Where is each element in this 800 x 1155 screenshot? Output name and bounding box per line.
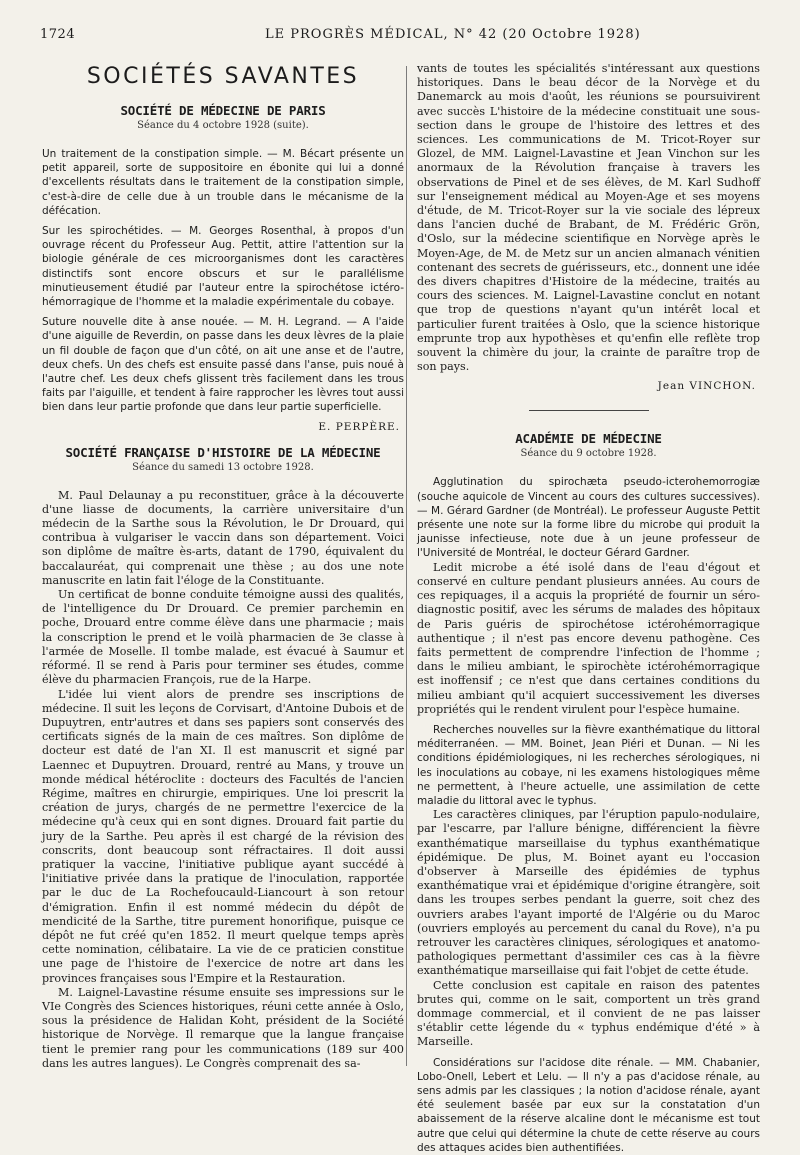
section-subtitle: Séance du samedi 13 octobre 1928. <box>132 461 314 473</box>
section-title-societe-medecine-paris: SOCIÉTÉ DE MÉDECINE DE PARIS <box>120 103 326 118</box>
main-title: SOCIÉTÉS SAVANTES <box>86 64 360 89</box>
paragraph: Ledit microbe a été isolé dans de l'eau d'égout et conservé en culture pendant plusieurs années. Au cours de ces repiquages, il a acquis la propriété de fournir un séro-diagnostic positif, avec les sérums de malades des hôpitaux de Paris guéris de spirochétose ictérohémorragique authentique ; il n'est pas encore devenu pathogène. Ces faits permettent de comprendre l'infection de l'homme ; dans le milieu ambiant, le spirochète ictérohémorragique est inoffensif ; ce n'est que dans certaines conditions du milieu ambiant qu'il acquiert successivement les diverses propriétés qui le rendent virulent pour l'espèce humaine. <box>417 560 760 716</box>
section-title-academie-medecine: ACADÉMIE DE MÉDECINE <box>515 431 662 447</box>
paragraph: Agglutination du spirochæta pseudo-icterohemorrogiæ (souche aquicole de Vincent au cours des cultures successives). — M. Gérard Gardner (de Montréal). Le professeur Auguste Pettit présente une note sur la forme libre du microbe qui produit la jaunisse infectieuse, note due à un jeune professeur de l'Université de Montréal, le docteur Gérard Gardner. <box>417 476 760 560</box>
paragraph: Sur les spirochétides. — M. Georges Rosenthal, à propos d'un ouvrage récent du Professeur Aug. Pettit, attire l'attention sur la biologie générale de ces microorganismes dont les caractères distinctifs sont encore obscurs et sur le parallélisme minutieusement étudié par l'auteur entre la spirochétose ictéro-hémorragique de l'homme et la maladie expérimentale du cobaye. <box>42 225 404 309</box>
paragraph: M. Laignel-Lavastine résume ensuite ses impressions sur le VIe Congrès des Sciences historiques, réuni cette année à Oslo, sous la présidence de Halidan Koht, président de la Société historique de Norvège. Il remarque que la langue française tient le premier rang pour les communications (189 sur 400 dans les autres langues). Le Congrès comprenait des sa- <box>42 985 404 1070</box>
section-title-histoire-medecine: SOCIÉTÉ FRANÇAISE D'HISTOIRE DE LA MÉDECINE <box>65 444 381 460</box>
paragraph: vants de toutes les spécialités s'intéressant aux questions historiques. Dans le beau décor de la Norvège et du Danemarck au mois d'août, les réunions se poursuivirent avec succès L'histoire de la médecine constituait une sous-section dans le groupe de l'histoire des lettres et des sciences. Les communications de M. Tricot-Royer sur Glozel, de MM. Laignel-Lavastine et Jean Vinchon sur les anormaux de la Révolution française à travers les observations de Pinel et de ses élèves, de M. Karl Sudhoff sur l'enseignement médical au Moyen-Age et ses moyens d'étude, de M. Tricot-Royer sur la vie sociale des lépreux dans l'ancien duché de Brabant, de M. Frédéric Grön, d'Oslo, sur la médecine scientifique en Norvège après le Moyen-Age, de M. de Metz sur un ancien almanach vénitien contenant des secrets de guérisseurs, etc., donnent une idée des divers chapitres d'Histoire de la médecine, traités au cours des sciences. M. Laignel-Lavastine conclut en notant que trop de questions n'ayant qu'un intérêt local et particulier furent traitées à Oslo, que la science historique emprunte trop aux hypothèses et qu'enfin elle reflète trop souvent la chimère du jour, la crainte de paraître trop de son pays. <box>417 62 760 374</box>
column-divider <box>406 66 407 1066</box>
paragraph: Cette conclusion est capitale en raison des patentes brutes qui, comme on le sait, comportent un très grand dommage commercial, et il convient de ne pas laisser s'établir cette légende du « typhus endémique d'été » à Marseille. <box>417 978 760 1049</box>
paragraph: Suture nouvelle dite à anse nouée. — M. H. Legrand. — A l'aide d'une aiguille de Reverdin, on passe dans les deux lèvres de la plaie un fil double de façon que d'un côté, on ait une anse et de l'autre, deux chefs. Un des chefs est ensuite passé dans l'anse, puis noué à l'autre chef. Les deux chefs glissent très facilement dans les trous faits par l'aiguille, et tendent à faire rapprocher les lèvres tout aussi bien dans leur partie profonde que dans leur partie superficielle. <box>42 316 404 414</box>
running-head: LE PROGRÈS MÉDICAL, N° 42 (20 Octobre 1928) <box>265 27 641 42</box>
right-column <box>417 62 760 1155</box>
paragraph: L'idée lui vient alors de prendre ses inscriptions de médecine. Il suit les leçons de Corvisart, d'Antoine Dubois et de Dupuytren, entr'autres et dans ses papiers sont conservés des certificats signés de la main de ces maîtres. Son diplôme de docteur est daté de l'an XI. Il est manuscrit et signé par Laennec et Dupuytren. Drouard, rentré au Mans, y trouve un monde médical hétéroclite : docteurs des Facultés de l'ancien Régime, maîtres en chirurgie, empiriques. Une loi prescrit la création de jurys, chargés de ne permettre l'exercice de la médecine qu'à ceux qui en sont dignes. Drouard fait partie du jury de la Sarthe. Peu après il est chargé de la révision des conscrits, dont beaucoup sont réfractaires. Il doit aussi pratiquer la vaccine, l'initiative publique ayant succédé à l'initiative privée dans la pratique de l'inoculation, rapportée par le duc de La Rochefoucauld-Liancourt à son retour d'émigration. Enfin il est nommé médecin du dépôt de mendicité de la Sarthe, titre purement honorifique, puisque ce dépôt ne fut créé qu'en 1852. Il meurt quelque temps après cette nomination, célibataire. La vie de ce praticien constitue une page de l'histoire de l'exercice de notre art dans les provinces françaises sous l'Empire et la Restauration. <box>42 687 404 985</box>
paragraph: M. Paul Delaunay a pu reconstituer, grâce à la découverte d'une liasse de documents, la carrière universitaire d'un médecin de la Sarthe sous la Révolution, le Dr Drouard, qui contribua à vulgariser le vaccin dans son département. Voici son diplôme de maître ès-arts, datant de 1790, équivalent du baccalauréat, qui comprenait une thèse ; au dos une note manuscrite en latin fait l'éloge de la Constituante. <box>42 488 404 587</box>
signature: E. PERPÈRE. <box>318 420 400 433</box>
paragraph: Un certificat de bonne conduite témoigne aussi des qualités, de l'intelligence du Dr Drouard. Ce premier parchemin en poche, Drouard entre comme élève dans une pharmacie ; mais la conscription le prend et le voilà pharmacien de 3e classe à l'armée de Moselle. Il tombe malade, est évacué à Saumur et réformé. Il se rend à Paris pour terminer ses études, comme élève du pharmacien François, rue de la Harpe. <box>42 588 404 687</box>
left-column <box>42 62 404 1071</box>
section-subtitle: Séance du 9 octobre 1928. <box>520 448 657 460</box>
paragraph: Les caractères cliniques, par l'éruption papulo-nodulaire, par l'escarre, par l'allure bénigne, différencient la fièvre exanthématique marseillaise du typhus exanthématique épidémique. De plus, M. Boinet ayant eu l'occasion d'observer à Marseille des épidémies de typhus exanthématique vrai et épidémique d'origine étrangère, soit dans les troupes serbes pendant la guerre, soit chez des ouvriers arabes l'ayant importé de l'Algérie ou du Maroc (ouvriers employés au percement du canal du Rove), n'a pu retrouver les caractères cliniques, sérologiques et anatomo-pathologiques permettant d'assimiler ces cas à la fièvre exanthématique marseillaise qui fait l'objet de cette étude. <box>417 808 760 978</box>
page-header <box>40 27 760 43</box>
page-number: 1724 <box>40 27 76 42</box>
section-subtitle: Séance du 4 octobre 1928 (suite). <box>137 120 309 131</box>
section-divider <box>529 410 649 411</box>
paragraph: Considérations sur l'acidose dite rénale. — MM. Chabanier, Lobo-Onell, Lebert et Lelu. — Il n'y a pas d'acidose rénale, au sens admis par les classiques ; la notion d'acidose rénale, ayant été seulement basée par eux sur la constatation d'un abaissement de la réserve alcaline dont le mécanisme est tout autre que celui qui détermine la chute de cette réserve au cours des attaques acides bien authentifiées. <box>417 1056 760 1154</box>
signature: Jean VINCHON. <box>657 380 756 393</box>
paragraph: Un traitement de la constipation simple. — M. Bécart présente un petit appareil, sorte de suppositoire en ébonite qui lui a donné d'excellents résultats dans le traitement de la constipation simple, c'est-à-dire de celle due à un trouble dans le mécanisme de la défécation. <box>42 148 404 217</box>
paragraph: Recherches nouvelles sur la fièvre exanthématique du littoral méditerranéen. — MM. Boinet, Jean Piéri et Dunan. — Ni les conditions épidémiologiques, ni les recherches sérologiques, ni les inoculations au cobaye, ni les examens histologiques même ne permettent, à l'heure actuelle, une assimilation de cette maladie du littoral avec le typhus. <box>417 723 760 807</box>
